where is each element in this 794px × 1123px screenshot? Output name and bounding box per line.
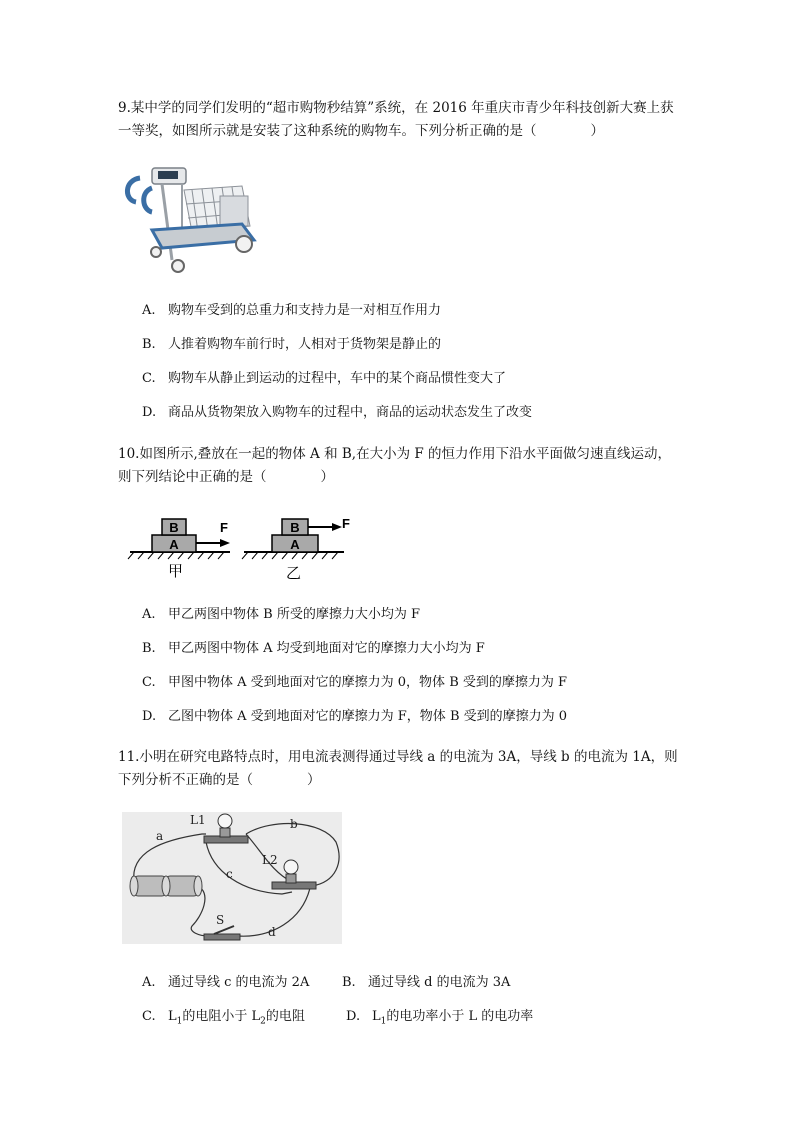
- block-b-label: B: [290, 520, 300, 535]
- option-letter: A.: [142, 303, 156, 318]
- q11-option-c[interactable]: [142, 1008, 305, 1031]
- option-text: 商品从货物架放入购物车的过程中，商品的运动状态发生了改变: [168, 405, 533, 420]
- stacked-blocks-figure: [126, 512, 366, 582]
- option-letter: A.: [142, 975, 156, 990]
- ground-hatch: [128, 552, 224, 559]
- cart-divider-panel: [220, 196, 248, 226]
- device-screen: [158, 171, 178, 179]
- label-d: d: [268, 925, 276, 939]
- label-b: b: [290, 817, 298, 831]
- question-10-text: 10.如图所示,叠放在一起的物体 A 和 B,在大小为 F 的恒力作用下沿水平面做匀速直线运动，则下列结论中正确的是（ ）: [118, 446, 672, 485]
- force-label: F: [220, 520, 228, 535]
- q9-option-c[interactable]: [142, 370, 506, 388]
- option-text: 甲乙两图中物体 A 均受到地面对它的摩擦力大小均为 F: [168, 641, 485, 656]
- option-text: 人推着购物车前行时，人相对于货物架是静止的: [168, 337, 442, 352]
- q10-option-b[interactable]: [142, 640, 485, 658]
- option-text: L: [372, 1009, 381, 1024]
- figure-jia: [128, 519, 230, 580]
- block-a-label: A: [290, 537, 300, 552]
- q9-option-a[interactable]: [142, 302, 441, 320]
- q9-option-b[interactable]: [142, 336, 441, 354]
- option-text: 甲图中物体 A 受到地面对它的摩擦力为 0，物体 B 受到的摩擦力为 F: [168, 675, 568, 690]
- shopping-cart-figure: [122, 160, 262, 275]
- subscript: 1: [176, 1016, 183, 1027]
- block-b-label: B: [169, 520, 179, 535]
- ground-hatch: [242, 552, 338, 559]
- subscript: 1: [380, 1016, 387, 1027]
- option-letter: B.: [342, 975, 356, 990]
- option-text: 的电阻: [265, 1009, 305, 1024]
- wheel-icon: [172, 260, 184, 272]
- option-text: 购物车受到的总重力和支持力是一对相互作用力: [168, 303, 442, 318]
- cart-handle-inner: [144, 188, 152, 212]
- q10-option-c[interactable]: [142, 674, 567, 692]
- block-a-label: A: [169, 537, 179, 552]
- arrow-head-icon: [332, 523, 342, 531]
- option-letter: A.: [142, 607, 156, 622]
- subscript: 2: [260, 1016, 266, 1027]
- label-l2: L2: [262, 853, 278, 867]
- option-letter: B.: [142, 641, 156, 656]
- q10-option-d[interactable]: [142, 708, 567, 726]
- option-letter: D.: [346, 1009, 361, 1024]
- wheel-icon: [236, 236, 252, 252]
- label-c: c: [226, 867, 233, 881]
- option-text: 的电阻小于 L: [182, 1009, 261, 1024]
- option-text: L: [168, 1009, 177, 1024]
- force-label: F: [342, 516, 350, 531]
- option-text: 通过导线 d 的电流为 3A: [368, 975, 511, 990]
- option-text: 通过导线 c 的电流为 2A: [168, 975, 310, 990]
- option-letter: C.: [142, 1009, 156, 1024]
- option-text: 甲乙两图中物体 B 所受的摩擦力大小均为 F: [168, 607, 420, 622]
- label-s: S: [216, 913, 225, 927]
- option-text: 的电功率小于 L 的电功率: [386, 1009, 534, 1024]
- question-11-text: 11.小明在研究电路特点时，用电流表测得通过导线 a 的电流为 3A，导线 b 的电流为 1A，则下列分析不正确的是（ ）: [118, 749, 678, 788]
- q10-option-a[interactable]: [142, 606, 420, 624]
- figure-yi: [242, 516, 350, 582]
- battery-icon: [130, 876, 202, 896]
- option-letter: C.: [142, 675, 156, 690]
- option-text: 乙图中物体 A 受到地面对它的摩擦力为 F，物体 B 受到的摩擦力为 0: [168, 709, 568, 724]
- option-letter: C.: [142, 371, 156, 386]
- option-letter: B.: [142, 337, 156, 352]
- option-letter: D.: [142, 405, 157, 420]
- cart-handle: [127, 178, 140, 202]
- wheel-icon: [151, 247, 161, 257]
- arrow-head-icon: [220, 539, 230, 547]
- label-a: a: [156, 829, 164, 843]
- question-9-text: 9.某中学的同学们发明的“超市购物秒结算”系统，在 2016 年重庆市青少年科技创新大赛上获一等奖，如图所示就是安装了这种系统的购物车。下列分析正确的是（ ）: [118, 100, 674, 139]
- option-letter: D.: [142, 709, 157, 724]
- q9-option-d[interactable]: [142, 404, 532, 422]
- option-text: 购物车从静止到运动的过程中，车中的某个商品惯性变大了: [168, 371, 507, 386]
- circuit-figure: [122, 812, 342, 944]
- q11-option-d[interactable]: [346, 1008, 533, 1031]
- label-jia: 甲: [168, 562, 184, 580]
- label-yi: 乙: [286, 564, 302, 582]
- q11-option-a[interactable]: [142, 974, 309, 992]
- q11-option-b[interactable]: [342, 974, 510, 992]
- label-l1: L1: [190, 813, 206, 827]
